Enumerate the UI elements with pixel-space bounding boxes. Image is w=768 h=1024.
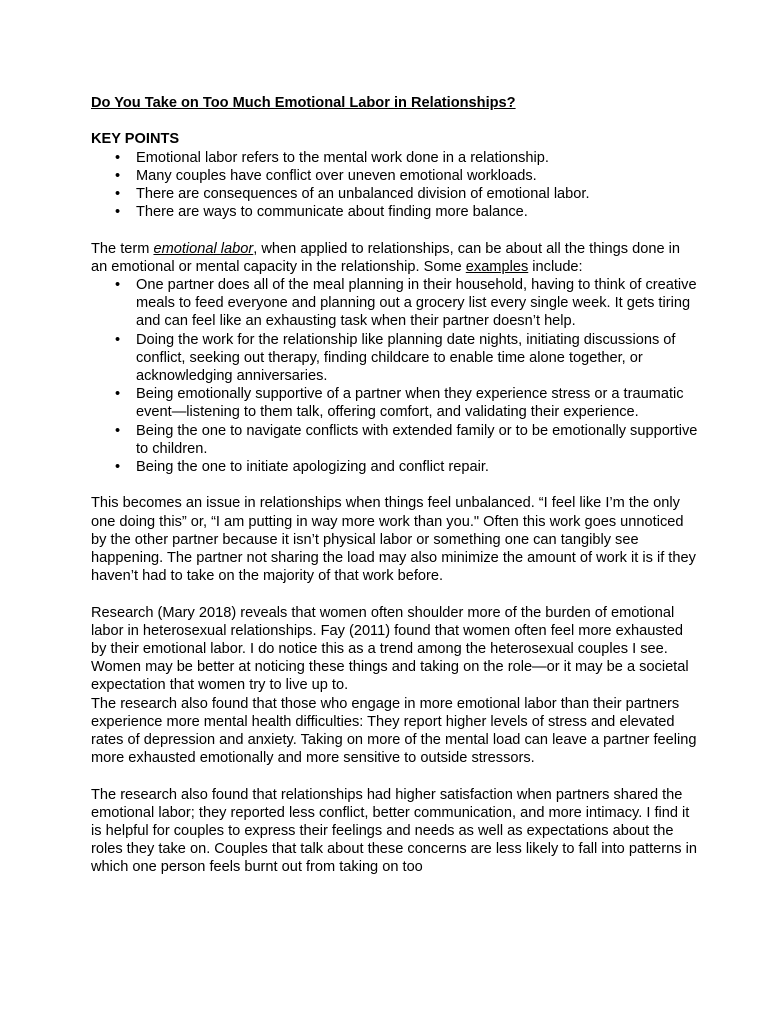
intro-text: , when applied to relationships, can be about all the things done in an emotional or mental capacity in the relationship. Some [91, 240, 681, 275]
example-text: One partner does all of the meal planning in their household, having to think of creative meals to feed everyone and planning out a grocery list every single week. It gets tiring and can feel like an exhausting task when their partner doesn’t help. [136, 277, 697, 330]
spacer [91, 767, 698, 785]
bullet-icon: • [115, 204, 121, 221]
key-point-item [91, 149, 698, 167]
spacer [91, 112, 698, 130]
spacer [91, 585, 698, 603]
key-point-item [91, 167, 698, 185]
example-text: Doing the work for the relationship like planning date nights, initiating discussions of conflict, seeking out therapy, finding childcare to enable time alone together, or acknowledging anniversaries. [136, 331, 676, 385]
key-point-text: Many couples have conflict over uneven emotional workloads. [136, 167, 537, 184]
body-paragraph: Research (Mary 2018) reveals that women often shoulder more of the burden of emotional labor in heterosexual relationships. Fay (2011) found that women often feel more exhausted by their emotional labor. I do notice this as a trend among the heterosexual couples I see. Women may be better at noticing these things and taking on the role—or it may be a societal expectation that women try to live up to. [91, 604, 689, 694]
bullet-icon: • [115, 331, 121, 348]
bullet-icon: • [115, 386, 121, 403]
key-point-text: Emotional labor refers to the mental work done in a relationship. [136, 149, 549, 166]
intro-paragraph [91, 240, 698, 276]
example-item [91, 385, 698, 421]
bullet-icon: • [115, 277, 121, 293]
example-item [91, 276, 698, 331]
key-point-text: There are ways to communicate about finding more balance. [136, 204, 528, 221]
key-points-heading: KEY POINTS [91, 131, 180, 148]
bullet-icon: • [115, 422, 121, 439]
body-paragraph: The research also found that those who engage in more emotional labor than their partners experience more mental health difficulties: They report higher levels of stress and elevated rates of depression and anxiety. Taking on more of the mental load can leave a partner feeling more exhausted emotionally and more sensitive to outside stressors. [91, 695, 697, 767]
body-paragraph: This becomes an issue in relationships when things feel unbalanced. “I feel like I’m the only one doing this” or, “I am putting in way more work than you." Often this work goes unnoticed by the other partner because it isn’t physical labor or something one can tangibly see happening. The partner not sharing the load may also minimize the amount of work it is if they haven’t had to take on the majority of that work before. [91, 495, 696, 585]
bullet-icon: • [115, 149, 121, 166]
emotional-labor-term: emotional labor [153, 240, 254, 257]
bullet-icon: • [115, 186, 121, 202]
examples-link[interactable]: examples [465, 258, 529, 275]
example-text: Being the one to navigate conflicts with extended family or to be emotionally supportive to children. [136, 422, 698, 457]
spacer [91, 221, 698, 239]
key-point-text: There are consequences of an unbalanced division of emotional labor. [136, 186, 590, 202]
example-item [91, 422, 698, 458]
spacer [91, 476, 698, 494]
example-item [91, 331, 698, 386]
key-points-list [91, 149, 698, 222]
example-text: Being the one to initiate apologizing and conflict repair. [136, 459, 489, 476]
body-paragraph: The research also found that relationships had higher satisfaction when partners shared the emotional labor; they reported less conflict, better communication, and more intimacy. I find it is helpful for couples to express their feelings and needs as well as expectations about the roles they take on. Couples that talk about these concerns are less likely to fall into patterns in which one person feels burnt out from taking on too [91, 786, 697, 876]
key-point-item [91, 185, 698, 203]
examples-list [91, 276, 698, 476]
intro-text: include: [528, 258, 583, 275]
example-item [91, 458, 698, 476]
document-title: Do You Take on Too Much Emotional Labor in Relationships? [91, 95, 516, 111]
intro-text: The term [91, 240, 154, 257]
example-text: Being emotionally supportive of a partner when they experience stress or a traumatic event—listening to them talk, offering comfort, and validating their experience. [136, 386, 684, 421]
key-point-item [91, 203, 698, 221]
bullet-icon: • [115, 167, 121, 184]
bullet-icon: • [115, 459, 121, 476]
